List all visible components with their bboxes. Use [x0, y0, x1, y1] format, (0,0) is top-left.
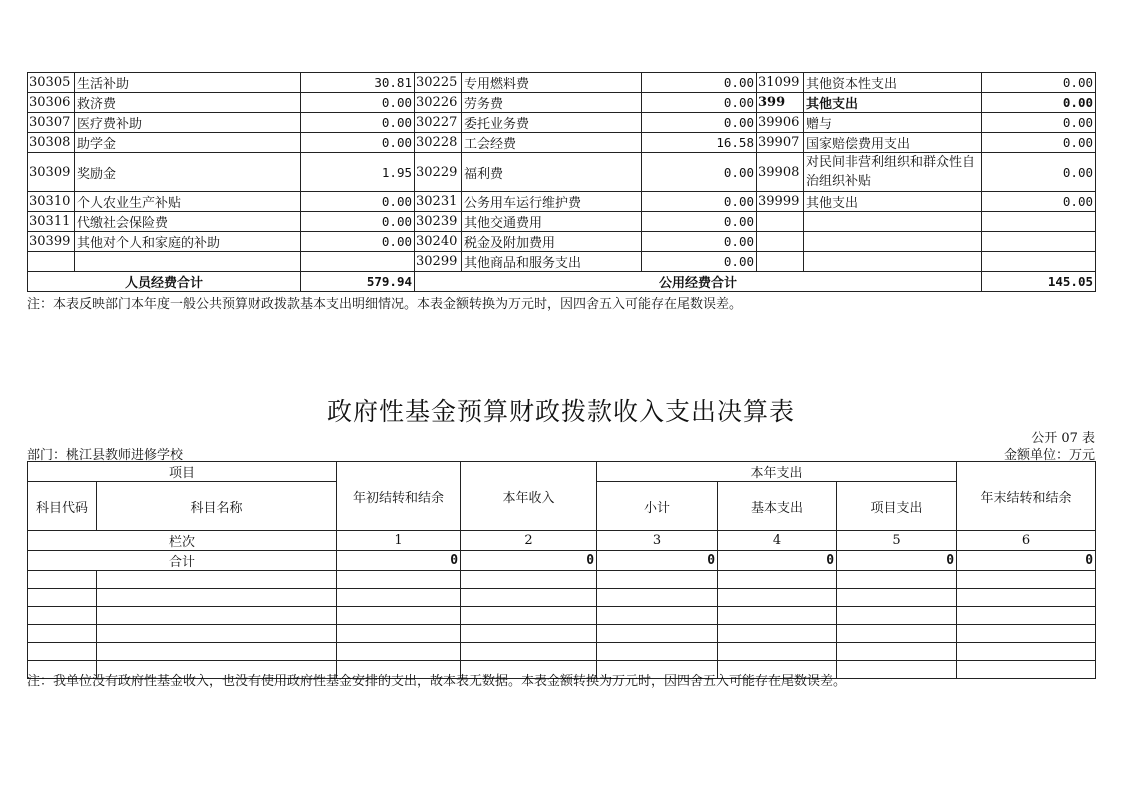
col1-amount: 1.95: [301, 153, 415, 192]
empty-cell: [837, 643, 957, 661]
empty-cell: [718, 607, 837, 625]
header-item: 项目: [28, 462, 337, 482]
public-total-label: 公用经费合计: [415, 272, 982, 292]
col1-amount: 0.00: [301, 232, 415, 252]
col2-name: 其他商品和服务支出: [462, 252, 642, 272]
col2-amount: 0.00: [642, 192, 757, 212]
personnel-total-label: 人员经费合计: [28, 272, 301, 292]
basic-expenditure-rows: [28, 73, 1096, 272]
empty-cell: [957, 589, 1096, 607]
col1-code: 30308: [28, 133, 75, 153]
table-row: [28, 153, 1096, 192]
empty-row: [28, 625, 1096, 643]
header-basic-expenditure: 基本支出: [718, 482, 837, 531]
col3-code: 399: [757, 93, 804, 113]
empty-row: [28, 589, 1096, 607]
page-title: 政府性基金预算财政拨款收入支出决算表: [326, 397, 795, 426]
col2-amount: 0.00: [642, 93, 757, 113]
table-row: [28, 252, 1096, 272]
col2-amount: 0.00: [642, 232, 757, 252]
empty-cell: [461, 625, 597, 643]
empty-cell: [957, 661, 1096, 679]
col2-amount: 0.00: [642, 73, 757, 93]
empty-rows: [28, 571, 1096, 679]
col2-code: 30229: [415, 153, 462, 192]
col2-name: 专用燃料费: [462, 73, 642, 93]
col1-amount: 0.00: [301, 113, 415, 133]
col2-name: 福利费: [462, 153, 642, 192]
col3-name: [804, 232, 982, 252]
col1-name: 救济费: [75, 93, 301, 113]
column-number-4: 4: [718, 531, 837, 551]
col1-name: 个人农业生产补贴: [75, 192, 301, 212]
empty-cell: [97, 589, 337, 607]
col1-amount: 0.00: [301, 93, 415, 113]
empty-cell: [97, 607, 337, 625]
col1-code: 30309: [28, 153, 75, 192]
empty-cell: [837, 607, 957, 625]
col1-name: 代缴社会保险费: [75, 212, 301, 232]
col1-name: 奖励金: [75, 153, 301, 192]
empty-cell: [597, 607, 718, 625]
header-row-1: [28, 462, 1096, 482]
table-row: [28, 212, 1096, 232]
total-annual-income: 0: [461, 551, 597, 571]
col1-name: 助学金: [75, 133, 301, 153]
col2-name: 委托业务费: [462, 113, 642, 133]
total-basic-expenditure: 0: [718, 551, 837, 571]
empty-cell: [337, 607, 461, 625]
empty-cell: [837, 661, 957, 679]
empty-cell: [957, 643, 1096, 661]
empty-cell: [28, 643, 97, 661]
public-total-value: 145.05: [982, 272, 1096, 292]
col1-name: [75, 252, 301, 272]
column-number-row: [28, 531, 1096, 551]
col1-name: 医疗费补助: [75, 113, 301, 133]
col2-code: 30240: [415, 232, 462, 252]
table-row: [28, 192, 1096, 212]
col2-amount: 0.00: [642, 252, 757, 272]
col1-code: 30307: [28, 113, 75, 133]
col2-amount: 0.00: [642, 113, 757, 133]
col3-code: 39906: [757, 113, 804, 133]
empty-cell: [597, 589, 718, 607]
empty-cell: [28, 607, 97, 625]
empty-cell: [461, 589, 597, 607]
empty-cell: [837, 625, 957, 643]
col3-code: 39907: [757, 133, 804, 153]
form-code: 公开 07 表: [1031, 431, 1095, 446]
column-number-label: 栏次: [28, 531, 337, 551]
header-annual-expenditure: 本年支出: [597, 462, 957, 482]
empty-cell: [337, 643, 461, 661]
empty-cell: [337, 571, 461, 589]
empty-cell: [28, 589, 97, 607]
empty-cell: [337, 625, 461, 643]
table1-note: 注：本表反映部门本年度一般公共预算财政拨款基本支出明细情况。本表金额转换为万元时，因四舍五入可能存在尾数误差。: [27, 297, 743, 312]
empty-cell: [337, 589, 461, 607]
totals-row: [28, 272, 1096, 292]
col3-name: 其他支出: [804, 192, 982, 212]
col3-amount: 0.00: [982, 153, 1096, 192]
empty-cell: [97, 643, 337, 661]
table-row: [28, 113, 1096, 133]
col1-amount: 0.00: [301, 133, 415, 153]
empty-cell: [28, 571, 97, 589]
table-row: [28, 232, 1096, 252]
empty-cell: [97, 625, 337, 643]
total-row: [28, 551, 1096, 571]
empty-cell: [718, 571, 837, 589]
col1-amount: 0.00: [301, 212, 415, 232]
empty-cell: [957, 607, 1096, 625]
col1-amount: 30.81: [301, 73, 415, 93]
col3-name: [804, 212, 982, 232]
col2-code: 30227: [415, 113, 462, 133]
column-number-5: 5: [837, 531, 957, 551]
basic-expenditure-table: [27, 72, 1096, 292]
empty-cell: [461, 607, 597, 625]
col2-code: 30299: [415, 252, 462, 272]
col3-amount: 0.00: [982, 133, 1096, 153]
empty-cell: [837, 589, 957, 607]
col1-amount: [301, 252, 415, 272]
empty-row: [28, 571, 1096, 589]
amount-unit-label: 金额单位：万元: [1003, 448, 1095, 463]
table-row: [28, 133, 1096, 153]
total-label: 合计: [28, 551, 337, 571]
table-row: [28, 73, 1096, 93]
col2-name: 税金及附加费用: [462, 232, 642, 252]
col2-code: 30228: [415, 133, 462, 153]
col2-name: 劳务费: [462, 93, 642, 113]
col3-name: 对民间非营利组织和群众性自治组织补贴: [804, 153, 982, 192]
col2-name: 工会经费: [462, 133, 642, 153]
col2-code: 30231: [415, 192, 462, 212]
header-annual-income: 本年收入: [461, 462, 597, 531]
col3-name: 其他资本性支出: [804, 73, 982, 93]
empty-cell: [718, 625, 837, 643]
empty-cell: [461, 571, 597, 589]
col1-name: 生活补助: [75, 73, 301, 93]
col3-amount: 0.00: [982, 113, 1096, 133]
col3-code: [757, 252, 804, 272]
col2-code: 30225: [415, 73, 462, 93]
col3-amount: 0.00: [982, 93, 1096, 113]
empty-row: [28, 607, 1096, 625]
col2-code: 30239: [415, 212, 462, 232]
col1-code: 30310: [28, 192, 75, 212]
col3-amount: 0.00: [982, 73, 1096, 93]
col2-code: 30226: [415, 93, 462, 113]
header-subject-name: 科目名称: [97, 482, 337, 531]
header-closing-balance: 年末结转和结余: [957, 462, 1096, 531]
col1-code: 30305: [28, 73, 75, 93]
empty-cell: [837, 571, 957, 589]
table2-note: 注：我单位没有政府性基金收入，也没有使用政府性基金安排的支出，故本表无数据。本表金额转换为万元时，因四舍五入可能存在尾数误差。: [27, 674, 847, 689]
empty-cell: [597, 625, 718, 643]
empty-cell: [597, 571, 718, 589]
col3-code: [757, 212, 804, 232]
government-fund-table: [27, 461, 1096, 679]
col1-name: 其他对个人和家庭的补助: [75, 232, 301, 252]
total-subtotal: 0: [597, 551, 718, 571]
empty-row: [28, 643, 1096, 661]
col3-amount: [982, 232, 1096, 252]
col3-code: [757, 232, 804, 252]
column-number-3: 3: [597, 531, 718, 551]
col3-name: [804, 252, 982, 272]
col2-amount: 0.00: [642, 212, 757, 232]
col1-amount: 0.00: [301, 192, 415, 212]
header-project-expenditure: 项目支出: [837, 482, 957, 531]
col1-code: 30311: [28, 212, 75, 232]
empty-cell: [957, 571, 1096, 589]
col1-code: [28, 252, 75, 272]
col3-code: 39999: [757, 192, 804, 212]
col2-name: 公务用车运行维护费: [462, 192, 642, 212]
total-opening-balance: 0: [337, 551, 461, 571]
col1-code: 30306: [28, 93, 75, 113]
empty-cell: [718, 643, 837, 661]
col1-code: 30399: [28, 232, 75, 252]
col3-amount: [982, 212, 1096, 232]
department-label: 部门：桃江县教师进修学校: [27, 448, 184, 463]
col3-amount: 0.00: [982, 192, 1096, 212]
col2-amount: 0.00: [642, 153, 757, 192]
total-closing-balance: 0: [957, 551, 1096, 571]
col3-name: 国家赔偿费用支出: [804, 133, 982, 153]
col2-name: 其他交通费用: [462, 212, 642, 232]
col3-code: 39908: [757, 153, 804, 192]
col3-name: 其他支出: [804, 93, 982, 113]
empty-cell: [461, 643, 597, 661]
col2-amount: 16.58: [642, 133, 757, 153]
total-project-expenditure: 0: [837, 551, 957, 571]
header-subject-code: 科目代码: [28, 482, 97, 531]
empty-cell: [97, 571, 337, 589]
empty-cell: [718, 589, 837, 607]
empty-cell: [28, 625, 97, 643]
personnel-total-value: 579.94: [301, 272, 415, 292]
column-number-6: 6: [957, 531, 1096, 551]
col3-amount: [982, 252, 1096, 272]
col3-name: 赠与: [804, 113, 982, 133]
header-subtotal: 小计: [597, 482, 718, 531]
empty-cell: [597, 643, 718, 661]
table-row: [28, 93, 1096, 113]
column-number-2: 2: [461, 531, 597, 551]
col3-code: 31099: [757, 73, 804, 93]
empty-cell: [957, 625, 1096, 643]
column-number-1: 1: [337, 531, 461, 551]
header-opening-balance: 年初结转和结余: [337, 462, 461, 531]
